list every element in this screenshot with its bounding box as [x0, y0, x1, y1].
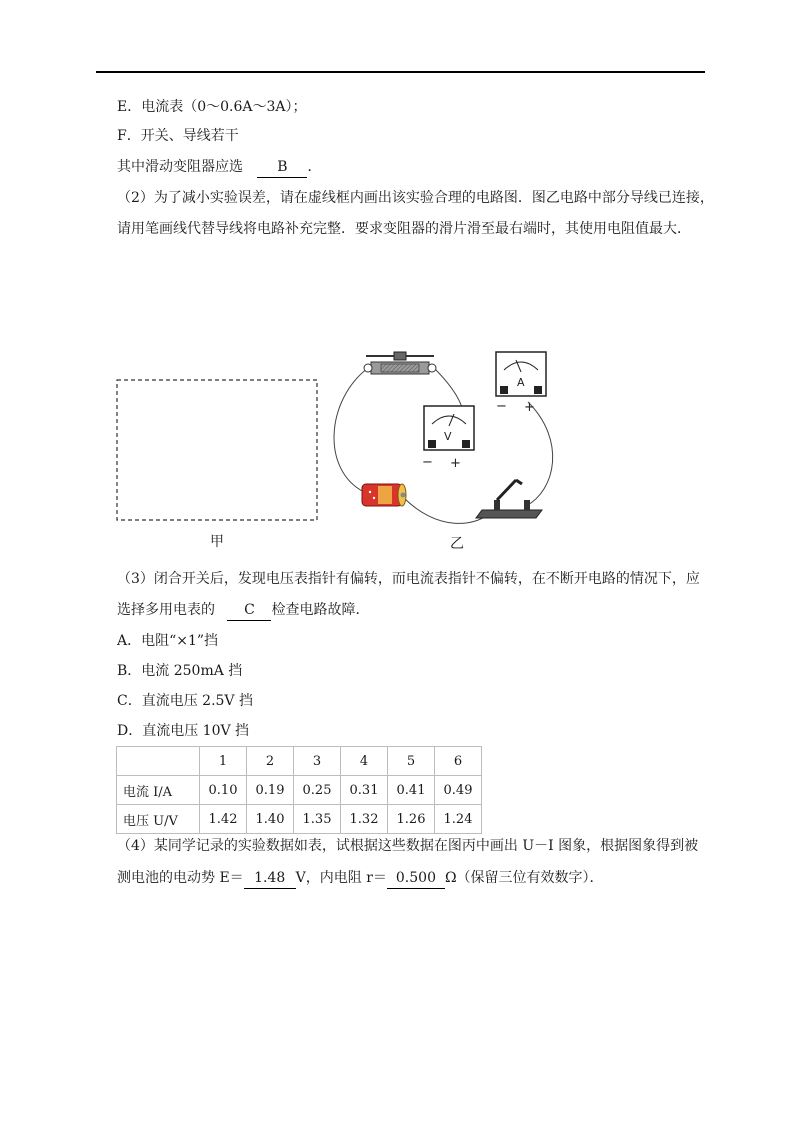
- table-header-row: [117, 747, 482, 776]
- table-cell: 1.42: [200, 805, 247, 834]
- table-cell: 0.19: [247, 776, 294, 805]
- option-e: E．电流表（0～0.6A～3A）；: [117, 99, 307, 115]
- switch-icon: [476, 480, 542, 518]
- table-cell: 电流 I/A: [117, 776, 200, 805]
- table-header-cell: 5: [388, 747, 435, 776]
- q3-prefix: 选择多用电表的: [117, 602, 215, 618]
- wire-ammeter-switch: [526, 402, 553, 506]
- q4-suffix: Ω（保留三位有效数字）．: [444, 870, 604, 886]
- table-row: [117, 776, 482, 805]
- q2-line1: （2）为了减小实验误差，请在虚线框内画出该实验合理的电路图．图乙电路中部分导线已连接，: [117, 190, 714, 206]
- voltmeter-minus: −: [422, 455, 433, 470]
- q1-suffix: ．: [307, 159, 322, 175]
- table-cell: 0.25: [294, 776, 341, 805]
- q1-answer: B: [257, 157, 307, 178]
- battery-icon: [362, 484, 406, 506]
- table-row: [117, 805, 482, 834]
- header-rule: [96, 71, 705, 73]
- table-header-cell: 2: [247, 747, 294, 776]
- table-header-cell: 6: [435, 747, 482, 776]
- q3-line1: （3）闭合开关后，发现电压表指针有偏转，而电流表指针不偏转，在不断开电路的情况下，应: [117, 571, 700, 587]
- q4-mid: V，内电阻 r＝: [295, 870, 387, 886]
- table-header-cell: 1: [200, 747, 247, 776]
- ammeter-plus: +: [524, 400, 535, 415]
- q4-line1: （4）某同学记录的实验数据如表，试根据这些数据在图丙中画出 U－I 图象，根据图象得到被: [117, 838, 699, 854]
- voltmeter-icon: [424, 406, 474, 450]
- voltmeter-plus: +: [450, 456, 461, 471]
- circuit-figure: [96, 340, 576, 554]
- q2-line2: 请用笔画线代替导线将电路补充完整．要求变阻器的滑片滑至最右端时，其使用电阻值最大．: [117, 221, 691, 237]
- choice-c: C．直流电压 2.5V 挡: [117, 693, 253, 709]
- option-f: F．开关、导线若干: [117, 128, 239, 144]
- table-header-cell: [117, 747, 200, 776]
- ammeter-label: A: [517, 376, 525, 389]
- table-cell: 0.10: [200, 776, 247, 805]
- table-cell: 1.32: [341, 805, 388, 834]
- choice-a: A．电阻“×1”挡: [117, 633, 219, 649]
- table-cell: 1.24: [435, 805, 482, 834]
- dashed-diagram-box: [117, 380, 317, 520]
- table-cell: 1.26: [388, 805, 435, 834]
- q4-e-answer: 1.48: [244, 868, 296, 889]
- q1-prefix: 其中滑动变阻器应选: [117, 159, 243, 175]
- q4-r-answer: 0.500: [387, 868, 445, 889]
- q4-line2: [117, 868, 604, 889]
- table-cell: 0.41: [388, 776, 435, 805]
- caption-jia: 甲: [210, 534, 224, 550]
- table-cell: 0.49: [435, 776, 482, 805]
- table-cell: 1.40: [247, 805, 294, 834]
- caption-yi: 乙: [450, 536, 464, 552]
- voltmeter-label: V: [444, 430, 452, 443]
- choice-b: B．电流 250mA 挡: [117, 663, 243, 679]
- q3-answer: C: [227, 600, 271, 621]
- table-cell: 电压 U/V: [117, 805, 200, 834]
- ammeter-minus: −: [496, 399, 507, 414]
- choice-d: D．直流电压 10V 挡: [117, 723, 250, 739]
- q3-line2: [117, 600, 369, 621]
- data-table: [116, 746, 482, 834]
- table-cell: 0.31: [341, 776, 388, 805]
- q1-line: [117, 157, 321, 178]
- q4-prefix: 测电池的电动势 E＝: [117, 870, 244, 886]
- table-header-cell: 4: [341, 747, 388, 776]
- rheostat-icon: [364, 352, 436, 374]
- q3-suffix: 检查电路故障．: [271, 602, 370, 618]
- circuit-figure-svg: [96, 340, 576, 550]
- table-header-cell: 3: [294, 747, 341, 776]
- ammeter-icon: [496, 352, 546, 396]
- table-cell: 1.35: [294, 805, 341, 834]
- wire-rheostat-battery: [334, 368, 368, 492]
